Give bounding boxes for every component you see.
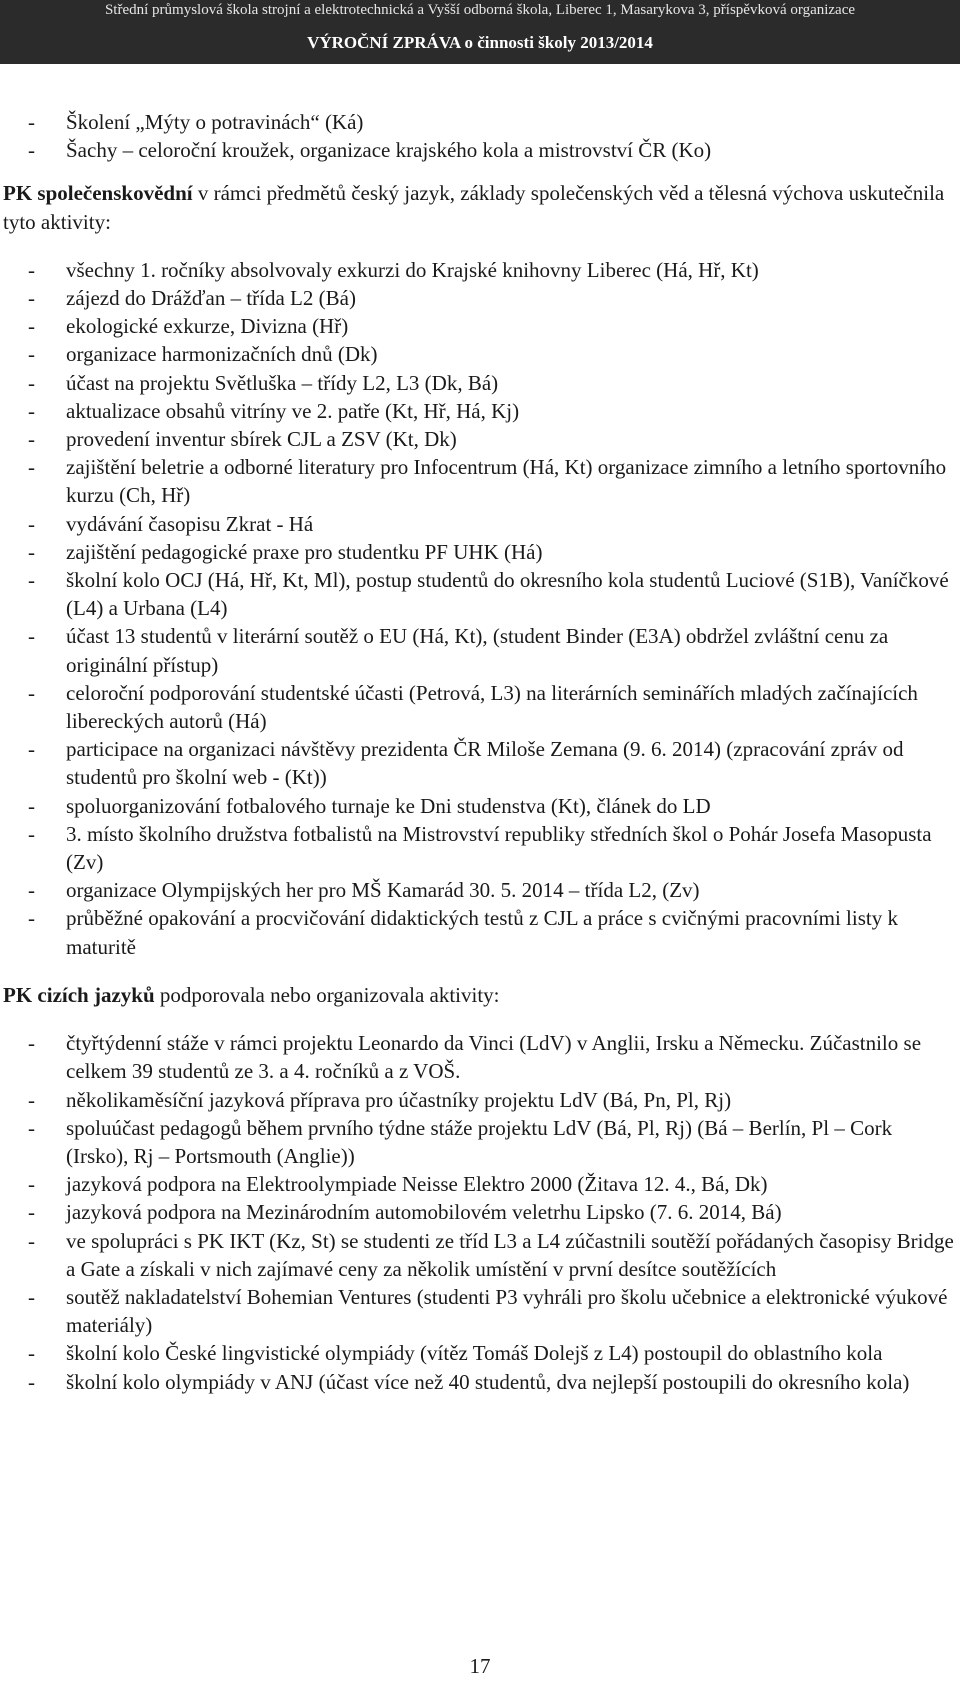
list-item: - školní kolo olympiády v ANJ (účast více než 40 studentů, dva nejlepší postoupili do okresního kola) <box>0 1368 960 1396</box>
list-dash: - <box>28 511 35 536</box>
list-item: - ve spolupráci s PK IKT (Kz, St) se studenti ze tříd L3 a L4 zúčastnili soutěží pořádaných časopisy Bridge a Gate a získali v nich zajímavé ceny za několik umístění v první desítce soutěžících <box>28 1228 954 1281</box>
list-item: - organizace harmonizačních dnů (Dk) <box>0 340 960 368</box>
list-dash: - <box>28 1172 35 1197</box>
list-item: - 3. místo školního družstva fotbalistů na Mistrovství republiky středních škol o Pohár Josefa Masopusta (Zv) <box>28 821 932 875</box>
list-dash: - <box>28 624 35 649</box>
list-item: - spoluúčast pedagogů během prvního týdne stáže projektu LdV (Bá, Pl, Rj) (Bá – Berlín, Pl – Cork (Irsko), Rj – Portsmouth (Anglie)) <box>28 1115 893 1168</box>
social-activity-list <box>0 256 960 961</box>
list-item: - průběžné opakování a procvičování didaktických testů z CJL a práce s cvičnými pracovními listy k maturitě <box>28 906 898 959</box>
list-dash: - <box>28 110 35 134</box>
document-body <box>0 108 960 1396</box>
list-dash: - <box>28 342 35 367</box>
page-header <box>0 0 960 64</box>
section-social-heading: PK společenskovědní <box>3 181 193 206</box>
list-dash: - <box>28 1087 35 1112</box>
list-item: - aktualizace obsahů vitríny ve 2. patře (Kt, Hř, Há, Kj) <box>0 397 960 425</box>
list-dash: - <box>28 1284 35 1309</box>
list-dash: - <box>28 286 35 311</box>
list-item: - organizace Olympijských her pro MŠ Kamarád 30. 5. 2014 – třída L2, (Zv) <box>0 876 960 904</box>
list-item: - participace na organizaci návštěvy prezidenta ČR Miloše Zemana (9. 6. 2014) (zpracování zpráv od studentů pro školní web - (Kt)) <box>28 737 904 790</box>
list-dash: - <box>28 680 35 705</box>
list-item: - provedení inventur sbírek CJL a ZSV (Kt, Dk) <box>0 425 960 453</box>
list-dash: - <box>28 314 35 339</box>
list-dash: - <box>28 821 35 846</box>
institution-name: Střední průmyslová škola strojní a elektrotechnická a Vyšší odborná škola, Liberec 1, Masarykova 3, příspěvková organizace <box>104 2 856 18</box>
list-dash: - <box>28 568 35 593</box>
list-dash: - <box>28 1115 35 1140</box>
list-item: - zajištění pedagogické praxe pro studentku PF UHK (Há) <box>0 538 960 566</box>
list-item: - Šachy – celoroční kroužek, organizace krajského kola a mistrovství ČR (Ko) <box>0 136 960 164</box>
section-social-intro: PK společenskovědní v rámci předmětů český jazyk, základy společenských věd a tělesná výchova uskutečnila tyto aktivity: <box>3 181 945 234</box>
list-item: - ekologické exkurze, Divizna (Hř) <box>0 312 960 340</box>
list-dash: - <box>28 878 35 903</box>
list-item: - všechny 1. ročníky absolvovaly exkurzi do Krajské knihovny Liberec (Há, Hř, Kt) <box>0 256 960 284</box>
report-title: VÝROČNÍ ZPRÁVA o činnosti školy 2013/2014 <box>307 33 653 52</box>
list-item: - školní kolo OCJ (Há, Hř, Kt, Ml), postup studentů do okresního kola studentů Luciové (S1B), Vaníčkové (L4) a Urbana (L4) <box>28 568 949 621</box>
top-activity-list <box>0 108 960 164</box>
section-languages-heading: PK cizích jazyků <box>3 982 155 1007</box>
list-dash: - <box>28 138 35 163</box>
list-dash: - <box>28 455 35 480</box>
list-dash: - <box>28 427 35 452</box>
list-item: - účast na projektu Světluška – třídy L2, L3 (Dk, Bá) <box>0 369 960 397</box>
list-item: - školní kolo České lingvistické olympiády (vítěz Tomáš Dolejš z L4) postoupil do oblastního kola <box>0 1339 960 1367</box>
list-dash: - <box>28 1341 35 1366</box>
section-languages-intro: PK cizích jazyků podporovala nebo organizovala aktivity: <box>3 982 500 1007</box>
list-dash: - <box>28 1369 35 1394</box>
list-item: - jazyková podpora na Elektroolympiade Neisse Elektro 2000 (Žitava 12. 4., Bá, Dk) <box>0 1170 960 1198</box>
list-item: - zájezd do Drážďan – třída L2 (Bá) <box>0 284 960 312</box>
list-dash: - <box>28 1200 35 1225</box>
list-item: - účast 13 studentů v literární soutěž o EU (Há, Kt), (student Binder (E3A) obdržel zvláštní cenu za originální přístup) <box>28 624 889 677</box>
list-item: - spoluorganizování fotbalového turnaje ke Dni studenstva (Kt), článek do LD <box>0 792 960 820</box>
list-dash: - <box>28 257 35 282</box>
list-item: - jazyková podpora na Mezinárodním automobilovém veletrhu Lipsko (7. 6. 2014, Bá) <box>0 1198 960 1226</box>
list-dash: - <box>28 1031 35 1056</box>
list-item: - čtyřtýdenní stáže v rámci projektu Leonardo da Vinci (LdV) v Anglii, Irsku a Německu. Zúčastnilo se celkem 39 studentů ze 3. a 4. ročníků a z VOŠ. <box>28 1031 922 1084</box>
list-dash: - <box>28 906 35 931</box>
list-dash: - <box>28 793 35 818</box>
list-item: - celoroční podporování studentské účasti (Petrová, L3) na literárních seminářích mladých začínajících libereckých autorů (Há) <box>28 680 918 734</box>
page-number: 17 <box>469 1654 491 1678</box>
list-item: - zajištění beletrie a odborné literatury pro Infocentrum (Há, Kt) organizace zimního a letního sportovního kurzu (Ch, Hř) <box>28 455 947 508</box>
list-item: - soutěž nakladatelství Bohemian Ventures (studenti P3 vyhráli pro školu učebnice a elektronické výukové materiály) <box>28 1284 948 1338</box>
languages-activity-list <box>0 1029 960 1396</box>
list-item: - Školení „Mýty o potravinách“ (Ká) <box>0 108 960 136</box>
list-dash: - <box>28 539 35 564</box>
list-dash: - <box>28 398 35 423</box>
list-item: - vydávání časopisu Zkrat - Há <box>0 510 960 538</box>
list-dash: - <box>28 370 35 395</box>
list-dash: - <box>28 737 35 762</box>
list-item: - několikaměsíční jazyková příprava pro účastníky projektu LdV (Bá, Pn, Pl, Rj) <box>0 1086 960 1114</box>
list-dash: - <box>28 1228 35 1253</box>
